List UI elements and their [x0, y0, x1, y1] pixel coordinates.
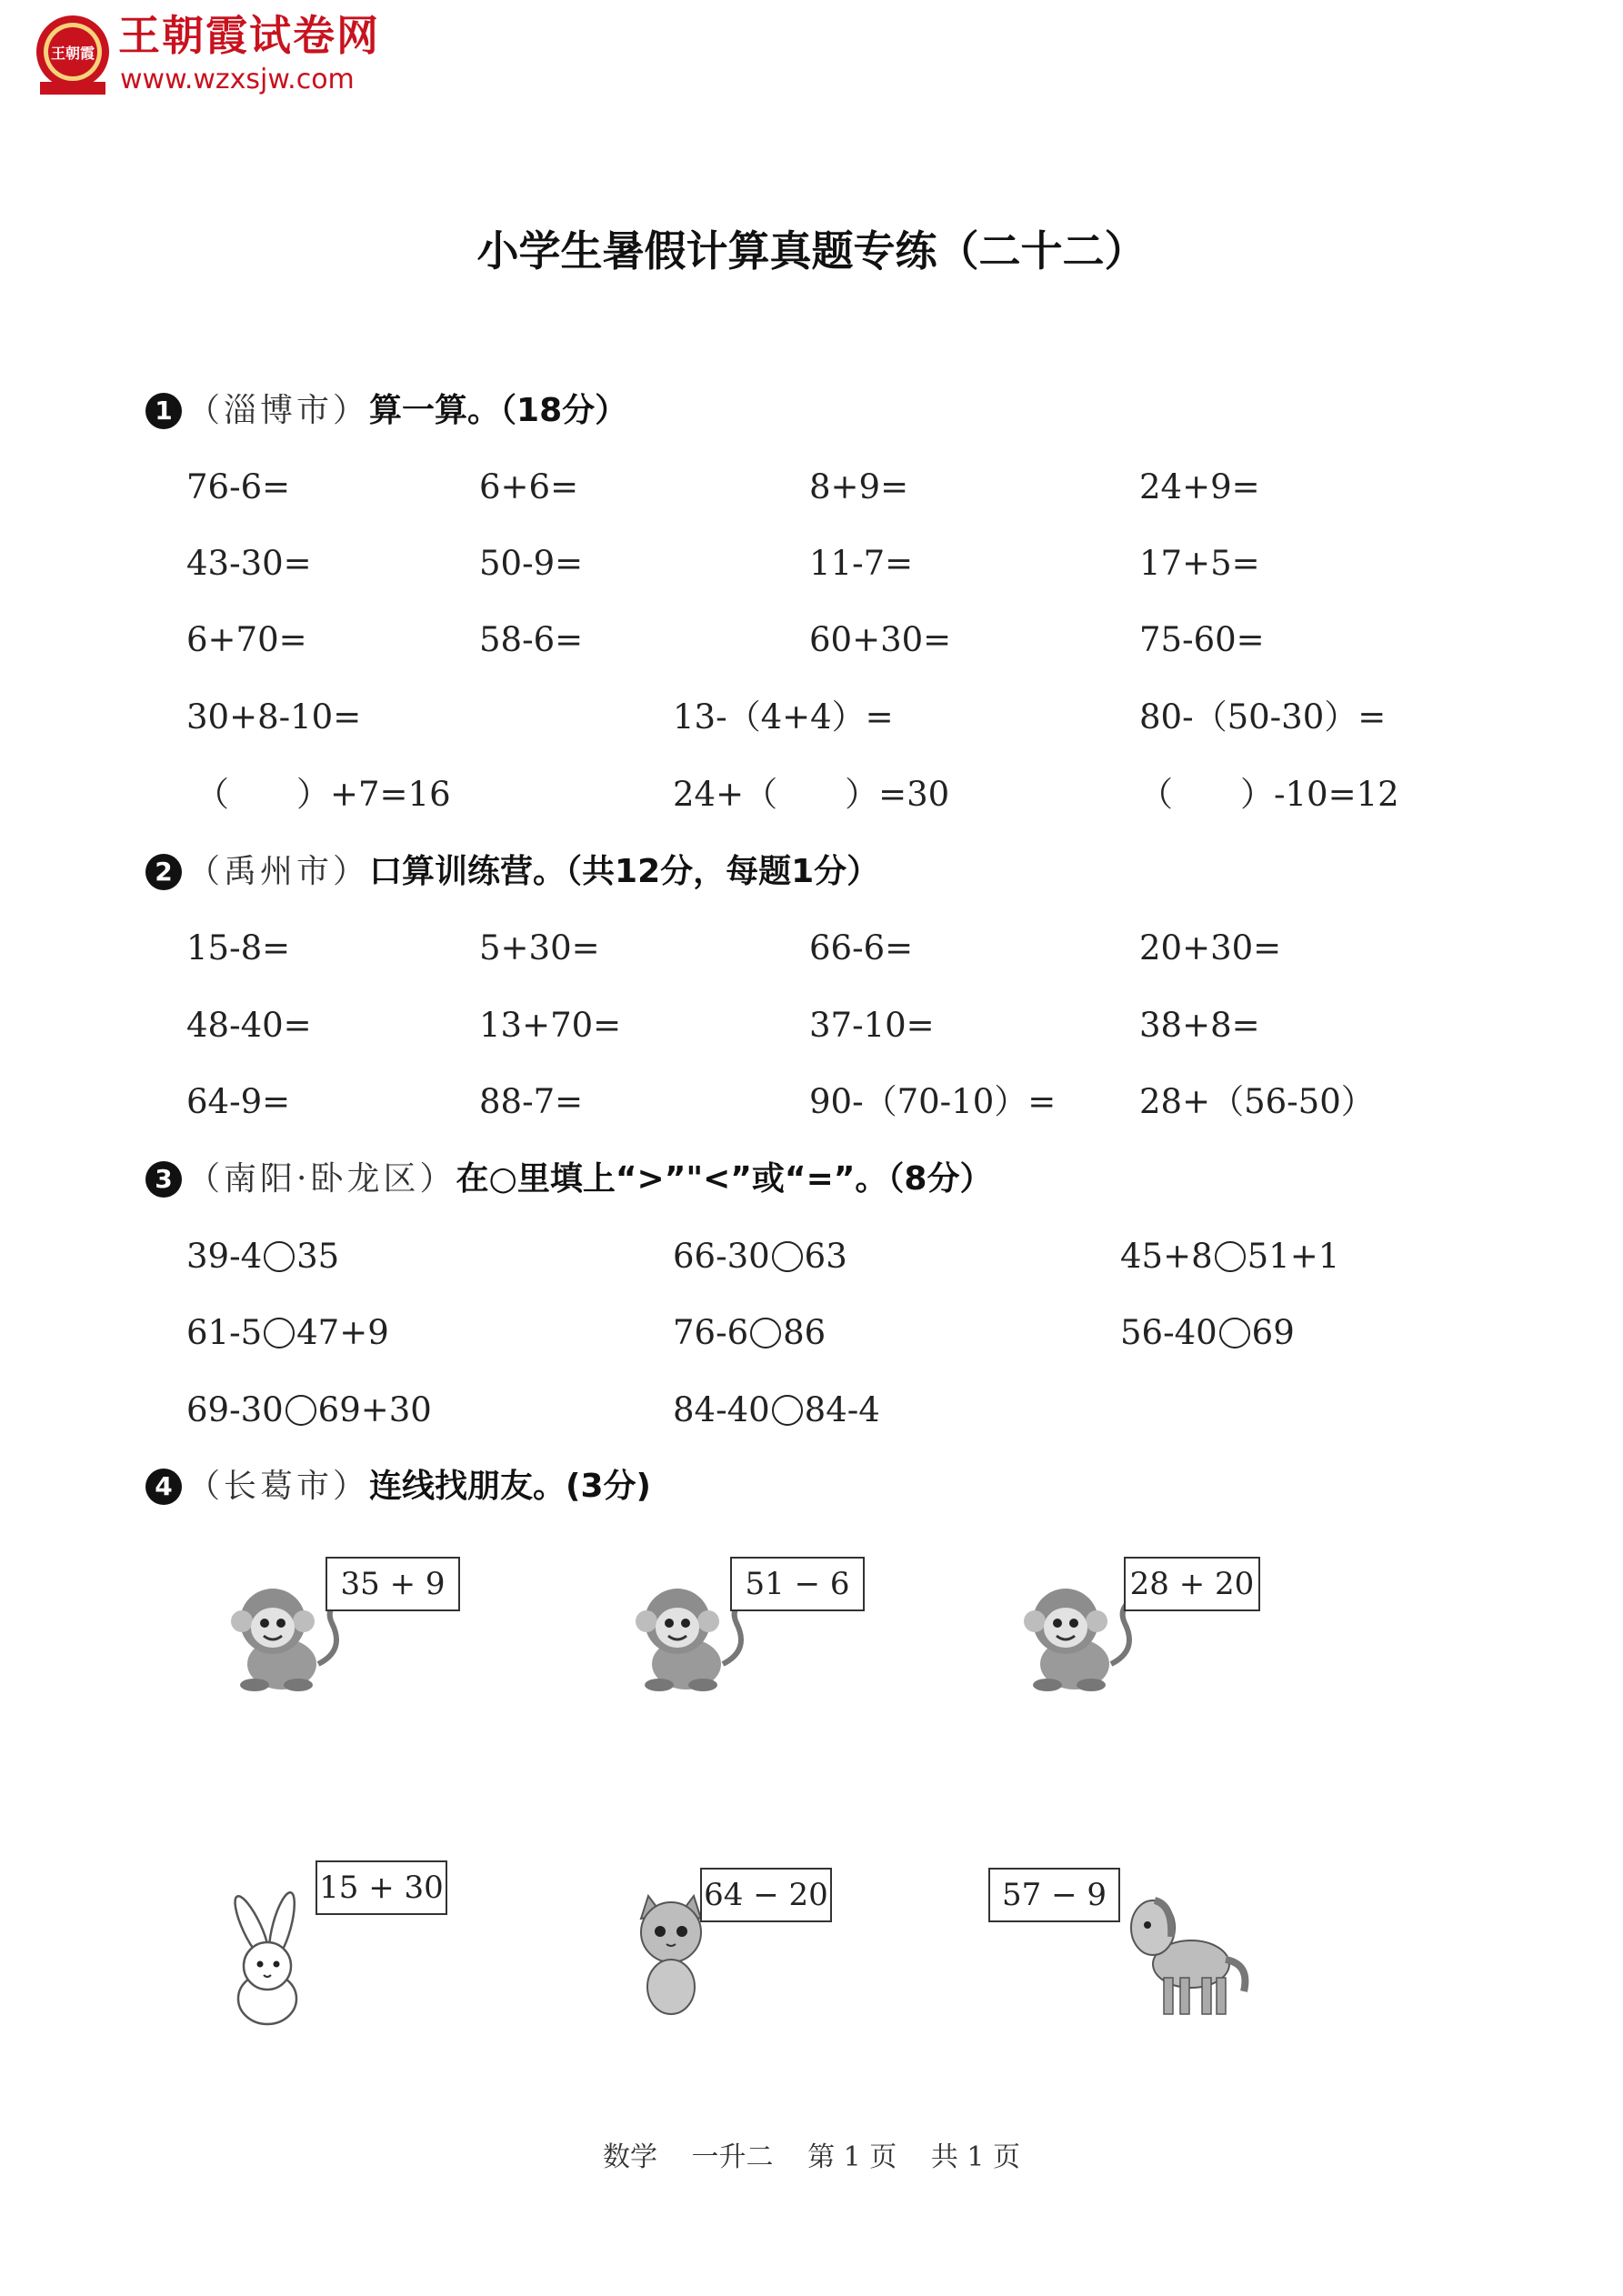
- q2-item: 5+30=: [479, 928, 600, 968]
- q3-compare-item: [673, 1313, 826, 1353]
- logo-text: 王朝霞: [50, 45, 95, 62]
- footer-grade: 一升二: [691, 2141, 774, 2173]
- compare-circle[interactable]: [264, 1241, 295, 1272]
- compare-left: 84-40: [673, 1390, 770, 1429]
- q1-item: 6+6=: [479, 467, 579, 506]
- q2-item: 15-8=: [186, 928, 291, 968]
- q3-source: （南阳·卧龙区）: [187, 1160, 456, 1198]
- q2-number: 2: [145, 854, 182, 890]
- q1-item: 43-30=: [186, 544, 312, 583]
- q1-number: 1: [145, 393, 182, 429]
- q2-item: 20+30=: [1139, 928, 1282, 968]
- q3-compare-item: [186, 1237, 339, 1277]
- q4-instruction: 连线找朋友。(3分): [369, 1468, 651, 1505]
- q3-heading: [145, 1159, 992, 1199]
- q3-number: 3: [145, 1161, 182, 1198]
- q3-compare-item: [673, 1390, 880, 1430]
- q1-item: 13-（4+4）=: [673, 697, 894, 737]
- q1-item: 58-6=: [479, 620, 584, 659]
- site-url: www.wzxsjw.com: [120, 64, 355, 95]
- compare-left: 61-5: [186, 1313, 263, 1352]
- q4-source: （长葛市）: [187, 1468, 370, 1505]
- compare-circle[interactable]: [264, 1318, 295, 1349]
- q1-fill-blank[interactable]: （ ）+7=16: [195, 775, 451, 814]
- q2-item: 48-40=: [186, 1006, 312, 1045]
- q3-compare-item: [1120, 1237, 1339, 1277]
- q3-compare-item: [1120, 1313, 1295, 1353]
- footer-subject: 数学: [603, 2141, 657, 2173]
- q2-item: 38+8=: [1139, 1006, 1260, 1045]
- q1-item: 60+30=: [809, 620, 952, 659]
- compare-circle[interactable]: [750, 1318, 781, 1349]
- q2-item: 66-6=: [809, 928, 914, 968]
- q3-compare-item: [186, 1313, 389, 1353]
- q3-instruction: 在○里填上“>”"<”或“=”。（8分）: [456, 1160, 993, 1198]
- q1-item: 76-6=: [186, 467, 291, 506]
- expression-card[interactable]: 57 − 9: [988, 1868, 1120, 1922]
- q1-item: 11-7=: [809, 544, 914, 583]
- q4-number: 4: [145, 1469, 182, 1505]
- q1-heading: [145, 391, 627, 431]
- compare-circle[interactable]: [1215, 1241, 1246, 1272]
- compare-left: 76-6: [673, 1313, 749, 1352]
- monkey-icon: [1011, 1578, 1138, 1691]
- compare-left: 39-4: [186, 1237, 263, 1276]
- footer-page: 第 1 页: [807, 2141, 897, 2173]
- compare-left: 56-40: [1120, 1313, 1217, 1352]
- q2-item: 64-9=: [186, 1082, 291, 1121]
- compare-right: 86: [783, 1313, 827, 1352]
- q2-source: （禹州市）: [187, 853, 370, 890]
- page-footer: [0, 2134, 1623, 2174]
- compare-left: 66-30: [673, 1237, 770, 1276]
- expression-card[interactable]: 28 + 20: [1124, 1557, 1260, 1611]
- q1-fill-blank[interactable]: 24+（ ）=30: [673, 775, 950, 814]
- footer-total: 共 1 页: [930, 2141, 1020, 2173]
- compare-right: 63: [804, 1237, 847, 1276]
- logo-emblem: [27, 11, 118, 102]
- q3-compare-item: [186, 1390, 432, 1430]
- page-title: 小学生暑假计算真题专练（二十二）: [476, 226, 1147, 276]
- compare-circle[interactable]: [286, 1395, 316, 1426]
- compare-left: 69-30: [186, 1390, 284, 1429]
- compare-right: 47+9: [296, 1313, 389, 1352]
- q4-heading: [145, 1467, 651, 1507]
- compare-right: 69+30: [317, 1390, 432, 1429]
- q2-item: 13+70=: [479, 1006, 622, 1045]
- expression-card[interactable]: 35 + 9: [326, 1557, 460, 1611]
- q1-item: 50-9=: [479, 544, 584, 583]
- q1-instruction: 算一算。（18分）: [369, 392, 628, 429]
- compare-right: 69: [1251, 1313, 1295, 1352]
- q3-compare-item: [673, 1237, 847, 1277]
- compare-circle[interactable]: [772, 1241, 803, 1272]
- compare-right: 51+1: [1247, 1237, 1340, 1276]
- compare-circle[interactable]: [1219, 1318, 1250, 1349]
- expression-card[interactable]: 51 − 6: [730, 1557, 865, 1611]
- horse-icon: [1118, 1887, 1255, 2023]
- rabbit-icon: [211, 1891, 329, 2028]
- q2-instruction: 口算训练营。（共12分，每题1分）: [369, 853, 880, 890]
- q1-item: 8+9=: [809, 467, 909, 506]
- q1-source: （淄博市）: [187, 392, 370, 429]
- q1-fill-blank[interactable]: （ ）-10=12: [1139, 775, 1399, 814]
- compare-right: 35: [296, 1237, 340, 1276]
- brand-name: 王朝霞试卷网: [118, 11, 380, 60]
- q2-item: 37-10=: [809, 1006, 935, 1045]
- q1-item: 75-60=: [1139, 620, 1265, 659]
- expression-card[interactable]: 15 + 30: [316, 1860, 447, 1915]
- q1-item: 80-（50-30）=: [1139, 697, 1387, 737]
- compare-right: 84-4: [804, 1390, 880, 1429]
- q1-item: 24+9=: [1139, 467, 1260, 506]
- q2-heading: [145, 852, 879, 892]
- q1-item: 17+5=: [1139, 544, 1260, 583]
- q1-item: 30+8-10=: [186, 697, 362, 737]
- compare-circle[interactable]: [772, 1395, 803, 1426]
- compare-left: 45+8: [1120, 1237, 1213, 1276]
- q1-item: 6+70=: [186, 620, 307, 659]
- expression-card[interactable]: 64 − 20: [700, 1868, 832, 1922]
- q2-item: 28+（56-50）: [1139, 1082, 1375, 1121]
- q2-item: 90-（70-10）=: [809, 1082, 1057, 1121]
- q2-item: 88-7=: [479, 1082, 584, 1121]
